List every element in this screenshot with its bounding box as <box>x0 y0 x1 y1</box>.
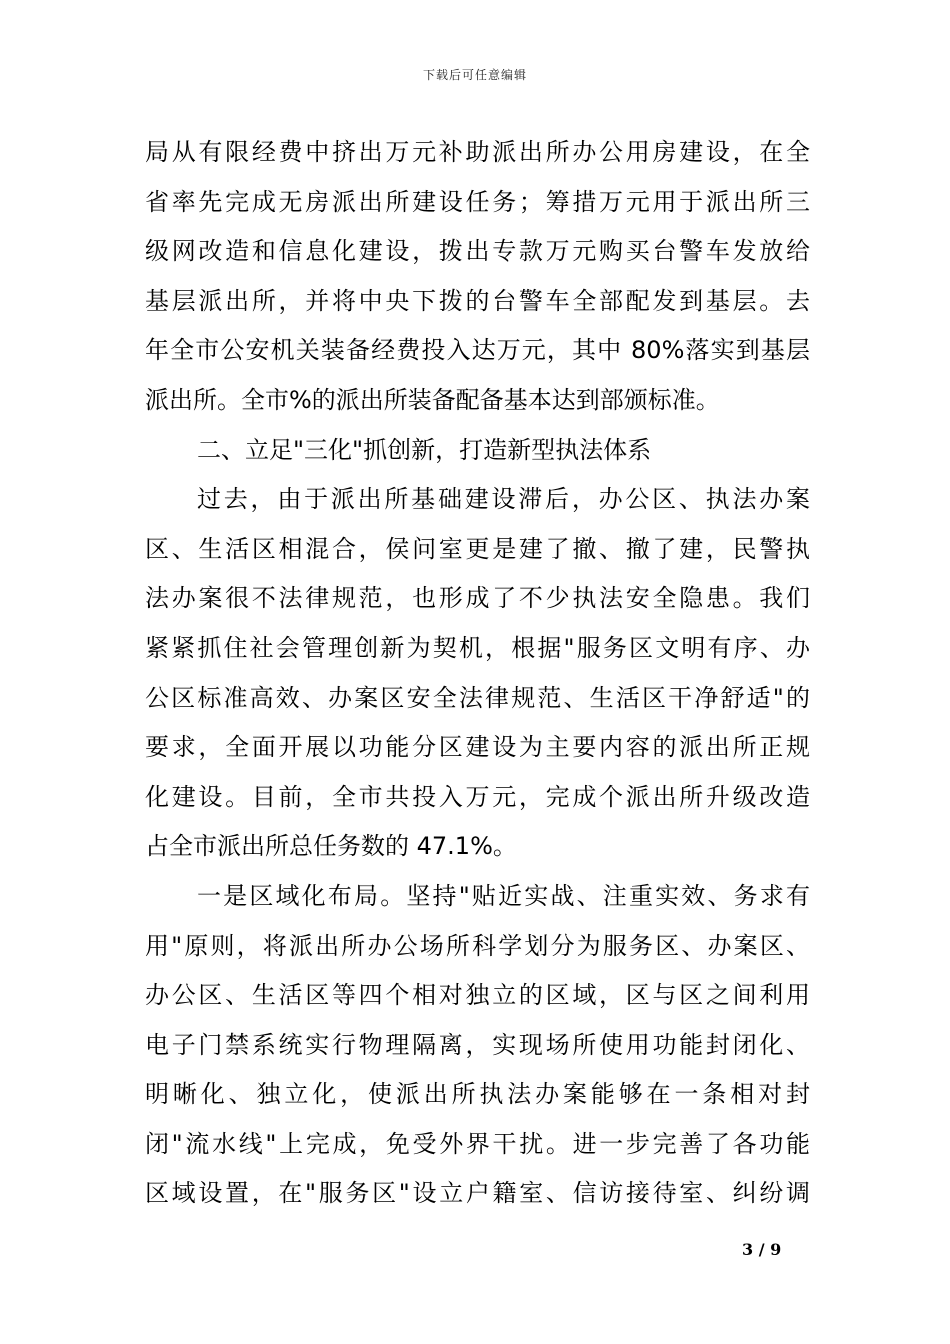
body-line: 省率先完成无房派出所建设任务；筹措万元用于派出所三 <box>145 187 810 216</box>
body-line: 公区标准高效、办案区安全法律规范、生活区干净舒适"的 <box>145 683 810 712</box>
body-line: 明晰化、独立化，使派出所执法办案能够在一条相对封 <box>145 1080 810 1109</box>
body-line: 用"原则，将派出所办公场所科学划分为服务区、办案区、 <box>145 931 810 960</box>
body-line: 过去，由于派出所基础建设滞后，办公区、执法办案 <box>197 485 810 514</box>
body-line: 区、生活区相混合，侯问室更是建了撤、撤了建，民警执 <box>145 534 810 563</box>
body-line: 区域设置，在"服务区"设立户籍室、信访接待室、纠纷调 <box>145 1179 810 1208</box>
body-line: 一是区域化布局。坚持"贴近实战、注重实效、务求有 <box>197 881 810 910</box>
page-number: 3 / 9 <box>742 1240 782 1259</box>
body-line: 占全市派出所总任务数的 47.1%。 <box>145 832 517 861</box>
body-line: 局从有限经费中挤出万元补助派出所办公用房建设，在全 <box>145 138 810 166</box>
body-line: 要求，全面开展以功能分区建设为主要内容的派出所正规 <box>145 733 810 762</box>
body-line: 电子门禁系统实行物理隔离，实现场所使用功能封闭化、 <box>145 1030 810 1059</box>
body-line: 派出所。全市%的派出所装备配备基本达到部颁标准。 <box>145 385 720 414</box>
body-line: 办公区、生活区等四个相对独立的区域，区与区之间利用 <box>145 981 810 1010</box>
body-line: 闭"流水线"上完成，免受外界干扰。进一步完善了各功能 <box>145 1129 810 1158</box>
document-body <box>145 128 810 1219</box>
body-line: 法办案很不法律规范，也形成了不少执法安全隐患。我们 <box>145 584 810 613</box>
page-header-note: 下载后可任意编辑 <box>422 68 527 82</box>
body-line: 化建设。目前，全市共投入万元，完成个派出所升级改造 <box>145 782 810 811</box>
section-heading: 二、立足"三化"抓创新，打造新型执法体系 <box>197 435 652 464</box>
body-line: 年全市公安机关装备经费投入达万元，其中 80%落实到基层 <box>145 336 810 365</box>
body-line: 级网改造和信息化建设，拨出专款万元购买台警车发放给 <box>145 237 810 266</box>
body-line: 基层派出所，并将中央下拨的台警车全部配发到基层。去 <box>145 286 810 315</box>
body-line: 紧紧抓住社会管理创新为契机，根据"服务区文明有序、办 <box>145 633 810 662</box>
